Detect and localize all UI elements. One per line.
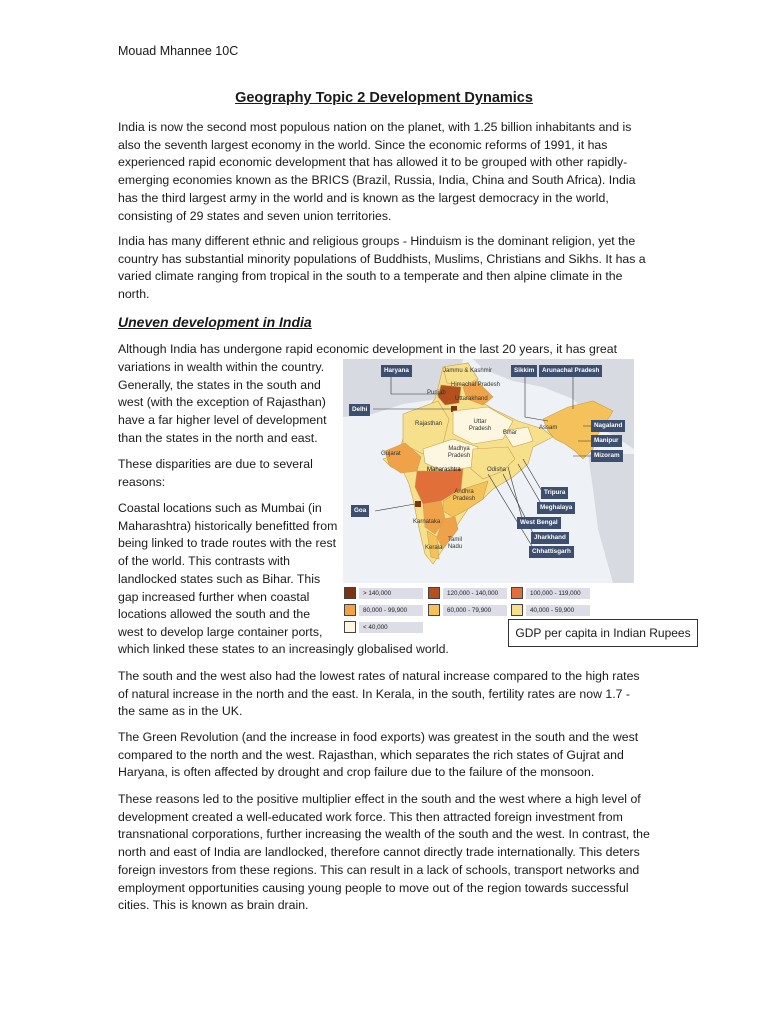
uneven-paragraph: variations in wealth within the country. Generally, the states in the south and west (with the exception of Rajasthan) have a far higher level of development than the states in the north and east. xyxy=(118,360,327,445)
uneven-first-line: Although India has undergone rapid economic development in the last 20 years, it has great xyxy=(118,342,618,356)
legend-label: 100,000 - 119,000 xyxy=(526,588,590,599)
legend-label: 80,000 - 99,900 xyxy=(359,605,423,616)
label-west-bengal: West Bengal xyxy=(517,517,561,529)
legend-label: < 40,000 xyxy=(359,622,423,633)
legend-label: > 140,000 xyxy=(359,588,423,599)
label-goa: Goa xyxy=(351,505,369,517)
state-tamil-nadu: Tamil Nadu xyxy=(447,537,463,550)
state-uttar-pradesh: Uttar Pradesh xyxy=(468,419,492,432)
legend-swatch xyxy=(344,587,356,599)
state-bihar: Bihar xyxy=(503,430,518,436)
body-paragraph-1: The south and the west also had the lowest rates of natural increase compared to the high rates of natural increase in the north and the east. In Kerala, in the south, fertility rates are now 1.7 - the same as in the UK. xyxy=(118,669,640,719)
legend-swatch xyxy=(344,621,356,633)
label-mizoram: Mizoram xyxy=(591,450,623,462)
state-punjab: Punjab xyxy=(427,390,446,396)
state-uttarakhand: Uttarakhand xyxy=(455,396,488,402)
state-andhra-pradesh: Andhra Pradesh xyxy=(452,489,476,502)
legend-swatch xyxy=(511,587,523,599)
state-himachal-pradesh: Himachal Pradesh xyxy=(451,382,501,388)
coastal-paragraph: Coastal locations such as Mumbai (in Maharashtra) historically benefitted from being linked to trade routes with the rest of the world. This contrasts with landlocked states such as Bihar. This gap increased further when coastal locations allowed the south and the west to develop large container ports, xyxy=(118,501,338,639)
author-name: Mouad Mhannee 10C xyxy=(118,44,239,58)
legend-swatch xyxy=(428,604,440,616)
legend-swatch xyxy=(344,604,356,616)
label-tripura: Tripura xyxy=(541,487,568,499)
disparities-paragraph: These disparities are due to several reasons: xyxy=(118,457,313,489)
legend-label: 60,000 - 79,900 xyxy=(443,605,507,616)
body-paragraph-3: These reasons led to the positive multiplier effect in the south and the west where a high level of development created a well-educated work force. This then attracted foreign investment from transnational corporations, further increasing the wealth of the south and the west. In contrast, the north and east of India are landlocked, therefore cannot directly trade internationally. This deters foreign investors from these regions. This can result in a lack of schools, transport networks and employment opportunities causing young people to move out of the region towards successful cities. This is known as brain drain. xyxy=(118,792,650,913)
intro-paragraph-1: India is now the second most populous nation on the planet, with 1.25 billion inhabitants and is also the seventh largest economy in the world. Since the economic reforms of 1991, it has experienced rapid economic development that has allowed it to be grouped with other rapidly-emerging economies known as the BRICS (Brazil, Russia, India, China and South Africa). India has the third largest army in the world and is known as the largest democracy in the world, consisting of 29 states and seven union territories. xyxy=(118,120,636,223)
legend-label: 120,000 - 140,000 xyxy=(443,588,507,599)
legend-swatch xyxy=(511,604,523,616)
map-caption: GDP per capita in Indian Rupees xyxy=(508,619,698,647)
label-meghalaya: Meghalaya xyxy=(537,502,575,514)
legend-swatch xyxy=(428,587,440,599)
label-haryana: Haryana xyxy=(381,365,412,377)
label-delhi: Delhi xyxy=(349,404,370,416)
label-chhattisgarh: Chhattisgarh xyxy=(529,546,574,558)
state-karnataka: Karnataka xyxy=(413,519,441,525)
state-rajasthan: Rajasthan xyxy=(415,421,443,427)
state-assam: Assam xyxy=(539,425,558,431)
label-arunachal-pradesh: Arunachal Pradesh xyxy=(539,365,602,377)
state-maharashtra: Maharashtra xyxy=(427,467,461,473)
section-heading: Uneven development in India xyxy=(118,314,312,330)
legend-label: 40,000 - 59,900 xyxy=(526,605,590,616)
document-title: Geography Topic 2 Development Dynamics xyxy=(235,90,533,106)
state-madhya-pradesh: Madhya Pradesh xyxy=(447,446,471,459)
label-nagaland: Nagaland xyxy=(591,420,625,432)
state-jammu-kashmir: Jammu & Kashmir xyxy=(443,368,493,374)
label-jharkhand: Jharkhand xyxy=(531,532,569,544)
state-odisha: Odisha xyxy=(487,467,507,473)
state-gujarat: Gujarat xyxy=(381,451,401,457)
state-kerala: Kerala xyxy=(425,545,443,551)
body-paragraph-2: The Green Revolution (and the increase in food exports) was greatest in the south and the west compared to the north and the west. Rajasthan, which separates the rich states of Gujrat and Haryana, is often affected by drought and crop failure due to the failure of the monsoon. xyxy=(118,730,639,780)
india-gdp-map xyxy=(343,359,634,583)
coastal-paragraph-end: which linked these states to an increasingly globalised world. xyxy=(118,642,449,656)
intro-paragraph-2: India has many different ethnic and religious groups - Hinduism is the dominant religion, yet the country has substantial minority populations of Buddhists, Muslims, Christians and Sikhs. It has a varied climate ranging from tropical in the south to a temperate and then alpine climate in the north. xyxy=(118,234,646,302)
label-sikkim: Sikkim xyxy=(511,365,537,377)
label-manipur: Manipur xyxy=(591,435,622,447)
